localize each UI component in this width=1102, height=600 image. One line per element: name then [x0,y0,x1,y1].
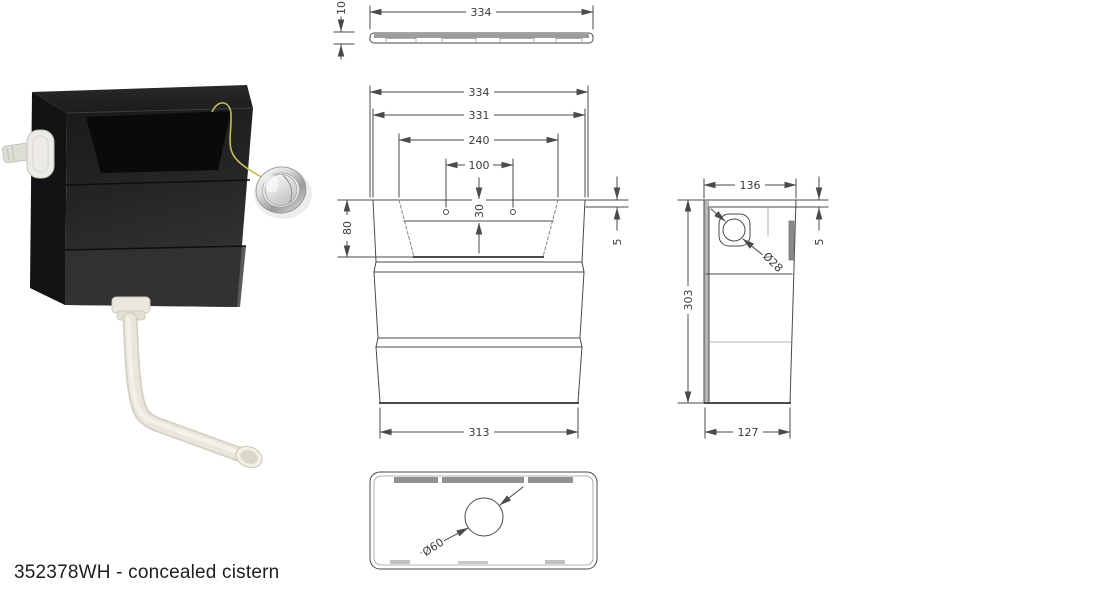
fixing-hole-right [511,210,516,215]
fixing-hole-left [444,210,449,215]
cistern-lower-band [65,246,246,307]
dim-front-recess-height: 80 [340,221,354,235]
dim-plate-width: 334 [470,6,492,19]
recess-slope-right [543,200,558,257]
flush-button [252,162,312,219]
technical-drawing [330,0,900,600]
dim-side-inlet-dia: Ø28 [760,249,786,275]
side-gasket-strip [789,221,794,260]
plan-shaded-band [394,477,573,483]
dim-front-overall-width: 334 [468,86,490,99]
outlet-pipe [112,297,265,471]
dim-front-body-width: 331 [468,109,490,122]
plan-inner-outline [374,476,593,565]
inlet-hole [723,219,745,241]
dim-front-lip-height: 5 [610,238,624,246]
view-side [678,177,828,439]
plan-outer-outline [370,472,597,569]
inlet-valve [2,130,54,178]
view-front [338,85,628,439]
side-wall-shading [704,201,709,402]
product-photo [0,60,330,500]
dim-front-hole-spacing: 100 [468,159,490,172]
dim-front-base-width: 313 [468,426,490,439]
dim-side-lip-height: 5 [812,238,826,246]
dim-front-recess-offset: 30 [472,204,486,218]
product-caption: 352378WH - concealed cistern [14,562,280,583]
cistern-recess-panel [86,111,231,173]
outlet-hole [465,498,503,536]
view-plan [370,472,597,569]
access-plate-shaded-band [374,34,589,38]
dim-side-height: 303 [681,289,695,311]
dim-side-base-depth: 127 [737,426,759,439]
cistern-side-face [30,92,67,305]
dim-side-top-depth: 136 [739,179,761,192]
dim-front-recess-width: 240 [468,134,490,147]
view-access-plate [334,1,593,59]
inlet-flange [27,130,54,178]
cistern-body [30,85,253,307]
dim-plan-outlet-dia: Ø60 [420,535,447,559]
dim-plate-thickness: 10 [334,1,348,15]
recess-slope-left [399,200,414,257]
